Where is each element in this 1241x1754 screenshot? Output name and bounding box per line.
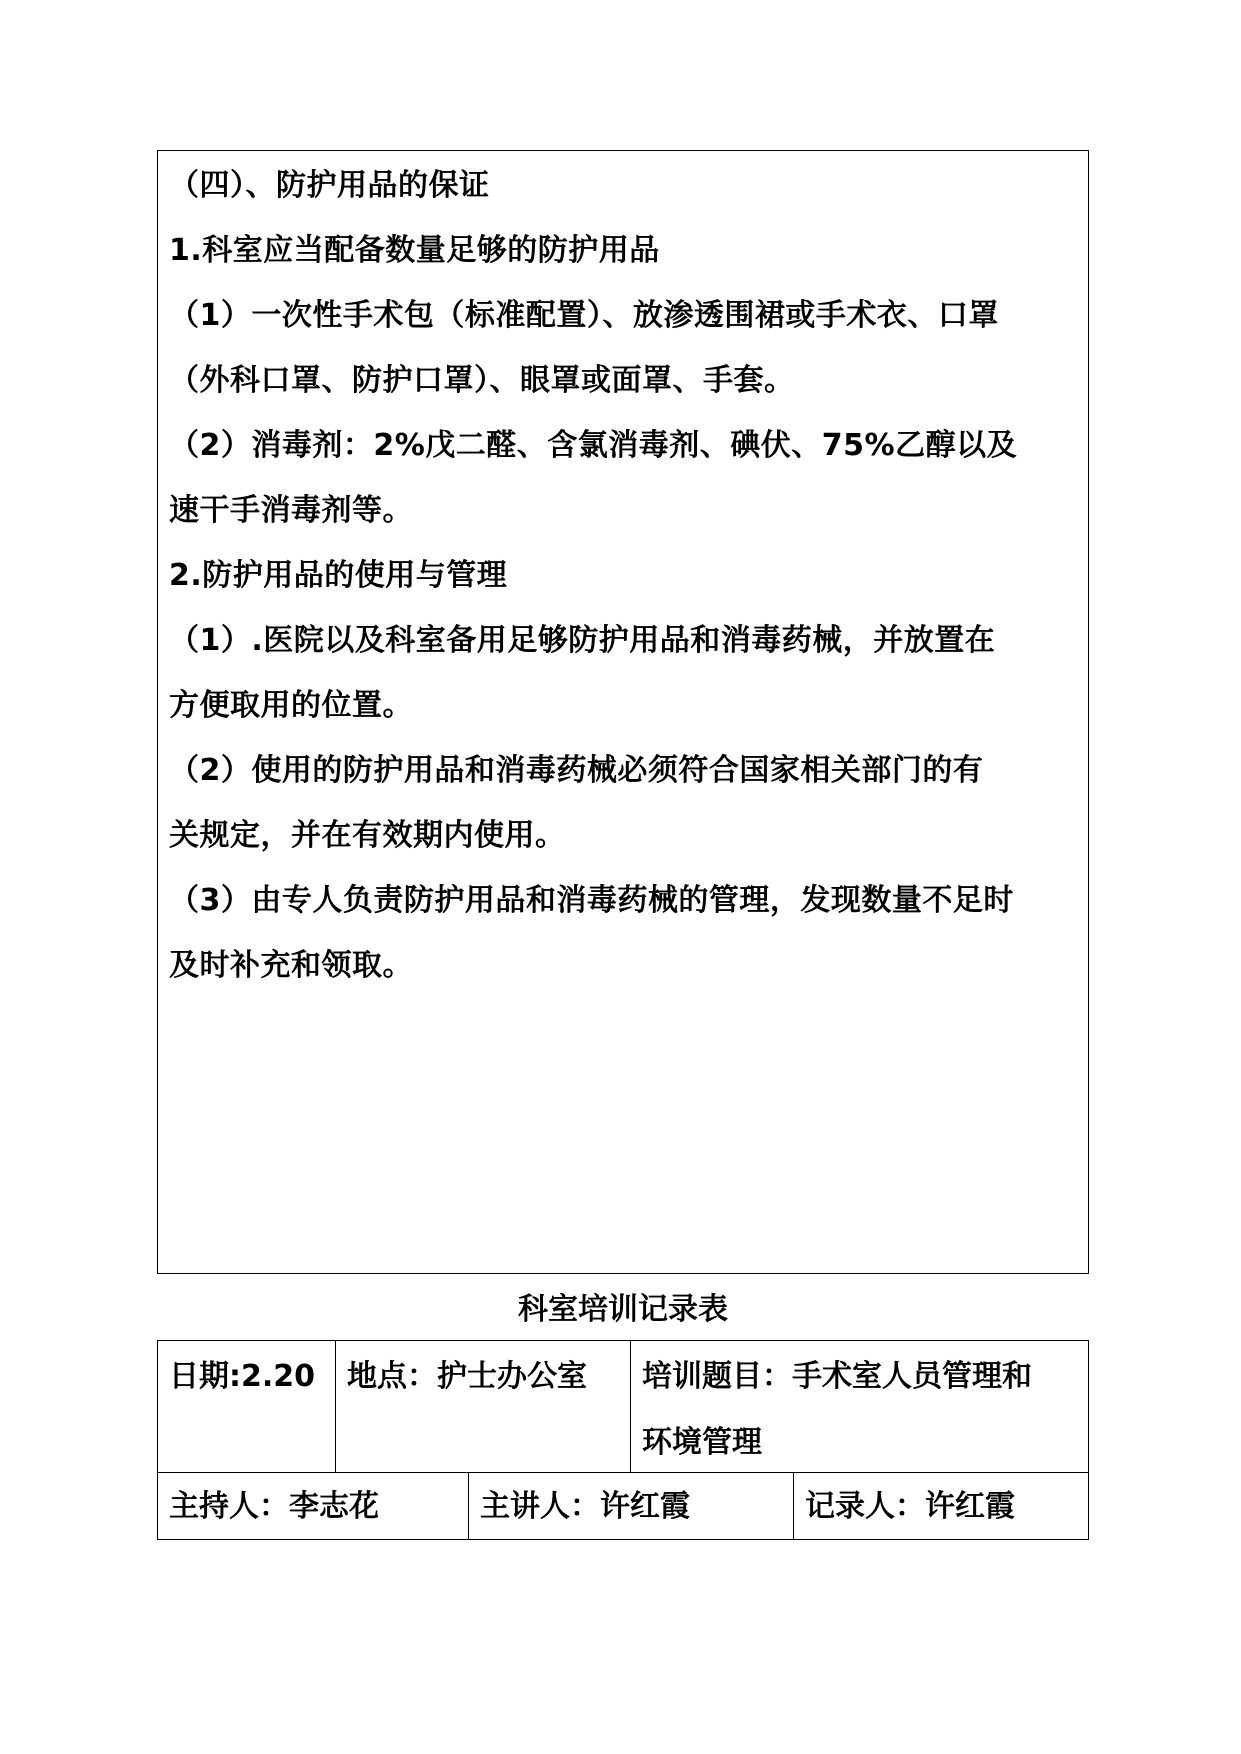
- subheading-2: 2.防护用品的使用与管理: [169, 558, 508, 593]
- recorder-text: 记录人：许红霞: [805, 1489, 1015, 1524]
- paragraph-line: 及时补充和领取。: [169, 948, 413, 983]
- speaker-cell: [468, 1472, 794, 1540]
- paragraph-line: （2）消毒剂：2%戊二醛、含氯消毒剂、碘伏、75%乙醇以及: [169, 428, 1018, 463]
- section-heading: （四）、防护用品的保证: [169, 168, 490, 203]
- host-cell: [157, 1472, 469, 1540]
- record-table: [157, 1340, 1089, 1540]
- location-text: 地点：护士办公室: [347, 1359, 587, 1394]
- host-text: 主持人：李志花: [169, 1489, 379, 1524]
- topic-text-line2: 环境管理: [642, 1425, 762, 1460]
- record-title: 科室培训记录表: [518, 1292, 728, 1327]
- speaker-text: 主讲人：许红霞: [480, 1489, 690, 1524]
- location-cell: [335, 1340, 631, 1473]
- date-text: 日期:2.20: [169, 1359, 316, 1394]
- paragraph-line: 关规定，并在有效期内使用。: [169, 818, 566, 853]
- paragraph-line: （3）由专人负责防护用品和消毒药械的管理，发现数量不足时: [169, 883, 1014, 918]
- subheading-1: 1.科室应当配备数量足够的防护用品: [169, 233, 660, 268]
- content-box: [157, 150, 1089, 1274]
- paragraph-line: （1）.医院以及科室备用足够防护用品和消毒药械，并放置在: [169, 623, 996, 658]
- paragraph-line: 速干手消毒剂等。: [169, 493, 413, 528]
- paragraph-line: （2）使用的防护用品和消毒药械必须符合国家相关部门的有: [169, 753, 984, 788]
- topic-cell: [630, 1340, 1089, 1473]
- paragraph-line: （外科口罩、防护口罩）、眼罩或面罩、手套。: [169, 363, 795, 398]
- date-cell: [157, 1340, 336, 1473]
- paragraph-line: 方便取用的位置。: [169, 688, 413, 723]
- topic-text-line1: 培训题目：手术室人员管理和: [642, 1359, 1032, 1394]
- recorder-cell: [793, 1472, 1089, 1540]
- paragraph-line: （1）一次性手术包（标准配置）、放渗透围裙或手术衣、口罩: [169, 298, 999, 333]
